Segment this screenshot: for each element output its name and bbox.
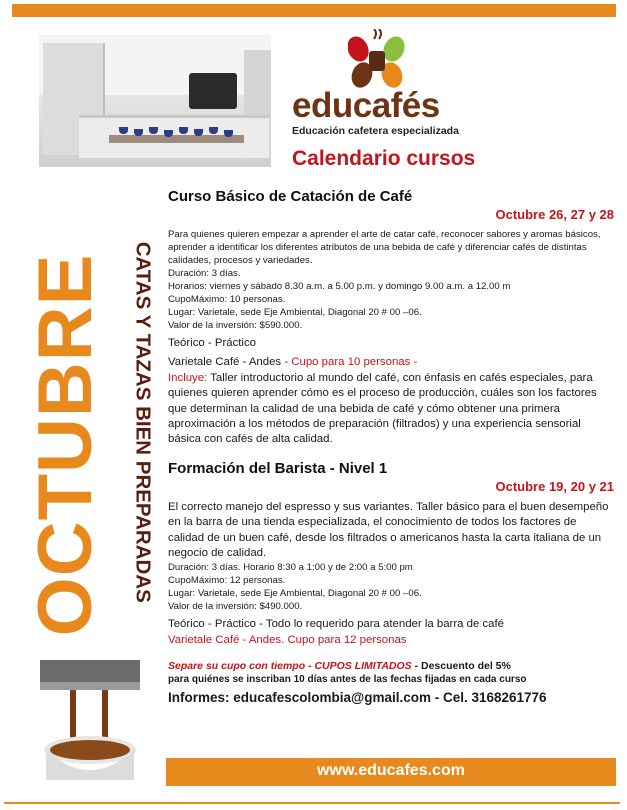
course-listing (168, 188, 614, 705)
course1-capacity: CupoMáximo: 10 personas. (168, 294, 286, 305)
course2-title: Formación del Barista - Nivel 1 (168, 459, 388, 477)
course1-spots: Cupo para 10 personas - (291, 356, 418, 369)
contact-info: Informes: educafescolombia@gmail.com - Cel. 3168261776 (168, 690, 547, 706)
course1-description: Para quienes quieren empezar a aprender el arte de catar café, reconocer sabores y aromas básicos, aprender a identificar los diferentes atributos de una bebida de café y diferenciar cafés de distintas calidades, procesos y variedades. (168, 229, 601, 266)
course2-type: Teórico - Práctico - Todo lo requerido para atender la barra de café (168, 618, 504, 631)
top-orange-bar (12, 4, 616, 17)
brand-tagline: Educación cafetera especializada (292, 125, 459, 137)
series-title: CATAS Y TAZAS BIEN PREPARADAS (131, 241, 155, 603)
course2-description: El correcto manejo del espresso y sus variantes. Taller básico para el buen desempeño en la barra de una tienda especializada, el conocimiento de todos los factores de calidad de un buen café, desde los filtrados o americanos hasta la carta italiana de un negocio de calidad. (168, 500, 609, 560)
course1-place: Lugar: Varietale, sede Eje Ambiental, Diagonal 20 # 00 –06. (168, 307, 422, 318)
course1-includes-text: Taller introductorio al mundo del café, con énfasis en cafés especiales, para quienes quieren aprender cómo es el proceso de producción, cuáles son los factores que determinan la calidad de una bebida de café y cómo obtener una primera aproximación a los métodos de preparación (filtrados) y una experiencia sensorial básica con cafés de alta calidad. (168, 371, 597, 446)
course1-dates: Octubre 26, 27 y 28 (495, 207, 614, 222)
cupping-lab-photo (39, 35, 271, 167)
course1-duration: Duración: 3 días. (168, 268, 241, 279)
promo-reserve: Separe su cupo con tiempo - CUPOS LIMITADOS (168, 660, 412, 673)
espresso-cup-icon (40, 660, 140, 780)
calendar-title: Calendario cursos (292, 147, 476, 170)
course1-venue-separator: - (281, 356, 292, 369)
course2-dates: Octubre 19, 20 y 21 (495, 478, 614, 494)
course1-venue-line (168, 355, 614, 370)
course1-type: Teórico - Práctico (168, 337, 256, 349)
course1-schedule: Horarios: viernes y sábado 8.30 a.m. a 5.00 p.m. y domingo 9.00 a.m. a 12.00 m (168, 281, 511, 292)
promo-line (168, 660, 614, 673)
course2-price: Valor de la inversión: $490.000. (168, 601, 303, 613)
course2-venue: Varietale Café - Andes. Cupo para 12 personas (168, 633, 407, 646)
footer-bar (166, 758, 616, 786)
bottom-orange-line (4, 802, 620, 804)
course1-includes-label: Incluye: (168, 371, 208, 384)
promo-discount: - Descuento del 5% (411, 660, 511, 673)
educafes-logo-icon (348, 29, 406, 93)
promo-condition: para quiénes se inscriban 10 días antes de las fechas fijadas en cada curso (168, 674, 527, 686)
course1-includes (168, 371, 614, 448)
month-label: OCTUBRE (23, 253, 108, 637)
brand-name: educafés (292, 86, 440, 125)
course2-place: Lugar: Varietale, sede Eje Ambiental, Diagonal 20 # 00 –06. (168, 588, 422, 600)
course1-venue: Varietale Café - Andes (168, 356, 282, 369)
course2-capacity: CupoMáximo: 12 personas. (168, 575, 286, 587)
website-link[interactable]: www.educafes.com (317, 762, 465, 779)
course1-title: Curso Básico de Catación de Café (168, 188, 413, 205)
course2-duration: Duración: 3 días. Horario 8:30 a 1:00 y de 2:00 a 5:00 pm (168, 562, 413, 574)
course1-price: Valor de la inversión: $590.000. (168, 320, 303, 331)
